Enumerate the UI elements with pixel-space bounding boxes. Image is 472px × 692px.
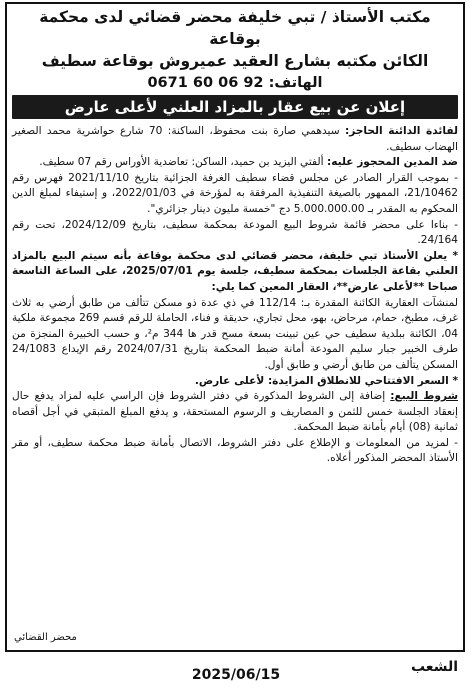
publication-date: 2025/06/15 (191, 667, 281, 683)
office-address: الكائن مكتبه بشارع العقيد عميروش بوقاعة سطيف (41, 52, 429, 70)
office-name: مكتب الأستاذ / تبي خليفة محضر قضائي لدى محكمة بوقاعة (39, 8, 431, 48)
conditions-deposit-paragraph: - بناءا على محضر قائمة شروط البيع المودعة بمحكمة سطيف، بتاريخ 2024/12/09، تحت رقم 24/164. (12, 218, 458, 247)
sale-conditions-paragraph (12, 389, 458, 436)
opening-price-paragraph: * السعر الافتتاحي للانطلاق المزايدة: لأعلى عارض. (194, 374, 458, 387)
creditor-paragraph (12, 124, 458, 155)
bailiff-signature: محضر القضائي (14, 632, 77, 643)
publication-footer (0, 655, 472, 687)
judgment-paragraph: - بموجب القرار الصادر عن مجلس قضاء سطيف الغرفة الجزائية بتاريخ 2021/11/10 فهرس رقم 21/10462، الممهور بالصيغة التنفيذية المرفقة به لمؤرخة في 2022/01/03، و إستيفاء لمبلغ الدين المحكوم به المقدر بـ 5.000.000.00 دج "خمسة مليون دينار جزائري". (12, 171, 458, 215)
auction-announcement-paragraph: * يعلن الأستاذ تبي خليفة، محضر قضائي لدى محكمة بوقاعة بأنه سيتم البيع بالمزاد العلني بقاعة الجلسات بمحكمة سطيف، جلسة يوم 2025/07/01، على الساعة التاسعة صباحا **لأعلى عارض**، العقار المعين كما يلي: (12, 249, 459, 293)
phone-number: 0671 60 06 92 (147, 75, 264, 91)
notice-title-banner: إعلان عن بيع عقار بالمزاد العلني لأعلى عارض (12, 95, 458, 119)
office-phone (12, 72, 458, 94)
property-description-paragraph: لمنشآت العقارية الكائنة المقدرة بـ: 112/14 في ذي عدة ذو مسكن تتألف من طابق أرضي به ثلاث غرف، مطبخ، حمام، مرحاض، بهو، محل تجاري، حديقة و فناء، الحاملة للرقم قسم 269 مجموعة ملكية 04، الكائنة ببلدية سطيف حي عين تبينت بسعة مسح قدر ها 344 م²، و حسب الخبيرة المنجزة من طرف الخبير جبار سليم المودعة أمانة ضبط المحكمة بتاريخ 2024/07/31 رقم الإيداع 24/1083 المسكن يتألف من طابق أرضي و طابق أول. (12, 296, 459, 371)
creditor-label: لفائدة الدائنة الحاجز: (344, 125, 458, 137)
sale-conditions-text: إضافة إلى الشروط المذكورة في دفتر الشروط فإن الراسي عليه لمزاد يدفع حال إنعقاد الجلسة خمس للثمن و المصاريف و الرسوم المستحقة، و يدفع المبلغ المتبقي في أجل أقصاه ثمانية (08) أيام بأمانة ضبط المحكمة. (12, 390, 458, 434)
newspaper-name: الشعب (410, 659, 458, 675)
debtor-label: ضد المدين المحجوز عليه: (326, 156, 458, 169)
debtor-paragraph (12, 155, 458, 171)
debtor-text: ألفتي اليزيد بن حميد، الساكن: تعاضدية الأوراس رقم 07 سطيف. (39, 156, 324, 169)
more-info-paragraph: - لمزيد من المعلومات و الإطلاع على دفتر الشروط، الاتصال بأمانة ضبط محكمة سطيف، أو مقر الأستاذ المحضر المذكور أعلاه. (12, 436, 458, 465)
creditor-text: سيدهمي صارة بنت محفوظ، الساكنة: 70 شارع حواشرية محمد الصغير الهضاب سطيف. (12, 125, 458, 153)
notice-body (12, 124, 458, 467)
notice-header (12, 6, 458, 94)
sale-conditions-label: شروط البيع: (390, 390, 459, 403)
phone-label: الهاتف: (268, 75, 323, 91)
